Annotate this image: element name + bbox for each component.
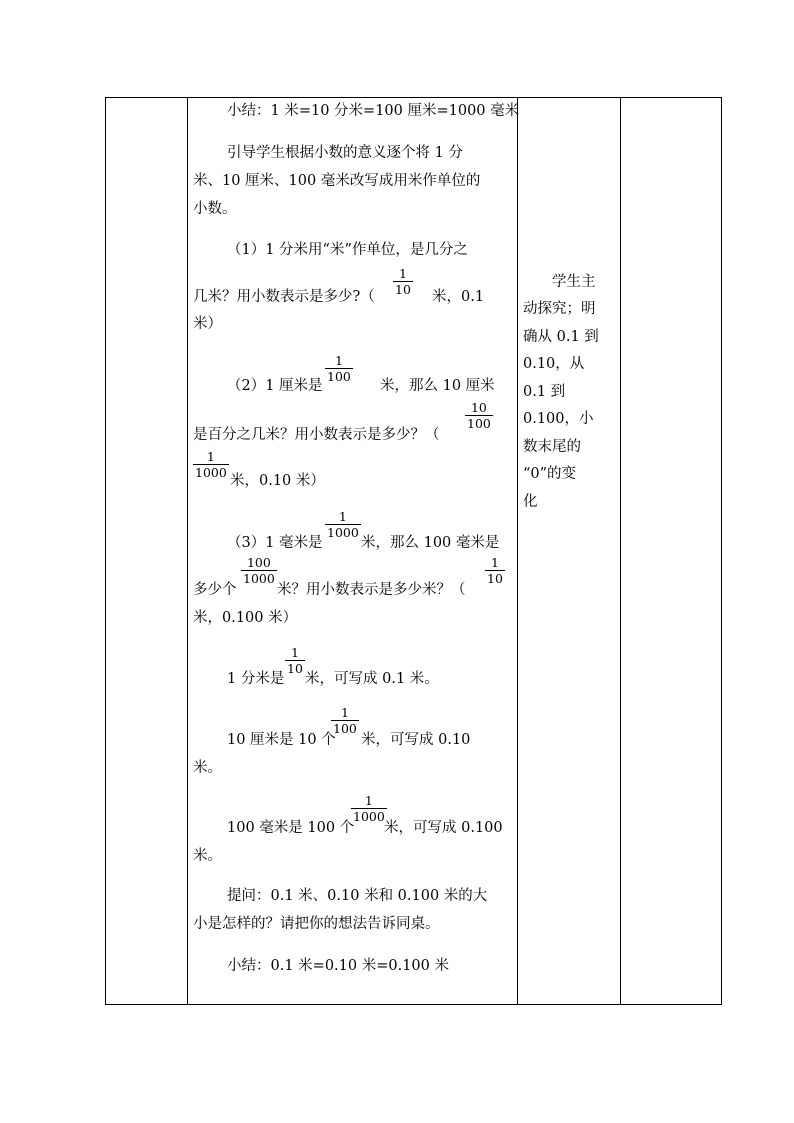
guide-line: 引导学生根据小数的意义逐个将 1 分 <box>227 145 463 161</box>
question-line: 小是怎样的？请把你的想法告诉同桌。 <box>193 916 440 932</box>
conclusion-line: 米。 <box>193 848 222 864</box>
conclusion-line: 米，可写成 0.100 <box>384 820 503 836</box>
summary-2: 小结：0.1 米=0.10 米=0.100 米 <box>227 958 449 974</box>
q2-line: 米，0.10 米） <box>230 473 325 489</box>
fraction: $\frac{1}{10}$ <box>487 555 503 586</box>
guide-line: 小数。 <box>193 201 237 217</box>
q1-line: （1）1 分米用“米”作单位，是几分之 <box>227 242 468 258</box>
fraction: $\frac{1}{10}$ <box>287 645 303 676</box>
side-note-line: 化 <box>523 494 538 510</box>
q1-line: 米，0.1 <box>432 289 485 305</box>
q3-line: 米，0.100 米） <box>193 610 298 626</box>
q3-line: （3）1 毫米是 <box>227 535 323 551</box>
fraction: $\frac{1}{1000}$ <box>195 449 227 480</box>
conclusion-line: 1 分米是 <box>227 671 285 687</box>
q2-line: 是百分之几米？用小数表示是多少？（ <box>193 427 440 443</box>
side-note-line: 数末尾的 <box>523 439 581 455</box>
fraction: $\frac{10}{100}$ <box>467 400 491 431</box>
q3-line: 米？用小数表示是多少米？（ <box>277 582 466 598</box>
conclusion-line: 10 厘米是 10 个 <box>227 732 336 748</box>
side-note-line: 0.10，从 <box>523 356 585 372</box>
q1-line: 几米？用小数表示是多少?（ <box>193 289 375 305</box>
guide-line: 米、10 厘米、100 毫米改写成用米作单位的 <box>193 173 481 189</box>
column-divider <box>517 98 518 1004</box>
side-note-line: “0”的变 <box>523 466 577 482</box>
conclusion-line: 米。 <box>193 760 222 776</box>
side-note-line: 0.1 到 <box>523 384 566 400</box>
q1-line: 米） <box>193 316 222 332</box>
conclusion-line: 100 毫米是 100 个 <box>227 820 355 836</box>
fraction: $\frac{1}{1000}$ <box>327 509 359 540</box>
fraction: $\frac{1}{10}$ <box>395 266 411 297</box>
fraction: $\frac{100}{1000}$ <box>243 555 275 586</box>
q2-line: 米，那么 10 厘米 <box>380 378 495 394</box>
side-note-line: 学生主 <box>552 274 596 290</box>
column-divider <box>620 98 621 1004</box>
side-note-line: 0.100，小 <box>523 411 594 427</box>
q2-line: （2）1 厘米是 <box>227 378 323 394</box>
fraction: $\frac{1}{100}$ <box>327 353 351 384</box>
q3-line: 米，那么 100 毫米是 <box>361 535 500 551</box>
question-line: 提问：0.1 米、0.10 米和 0.100 米的大 <box>227 888 488 904</box>
column-divider <box>187 98 188 1004</box>
summary-1: 小结：1 米=10 分米=100 厘米=1000 毫米 <box>227 103 520 119</box>
side-note-line: 动探究；明 <box>523 301 596 317</box>
conclusion-line: 米，可写成 0.10 <box>361 732 471 748</box>
conclusion-line: 米，可写成 0.1 米。 <box>305 671 439 687</box>
side-note-line: 确从 0.1 到 <box>523 329 599 345</box>
q3-line: 多少个 <box>193 582 237 598</box>
fraction: $\frac{1}{100}$ <box>333 705 357 736</box>
fraction: $\frac{1}{1000}$ <box>353 793 385 824</box>
